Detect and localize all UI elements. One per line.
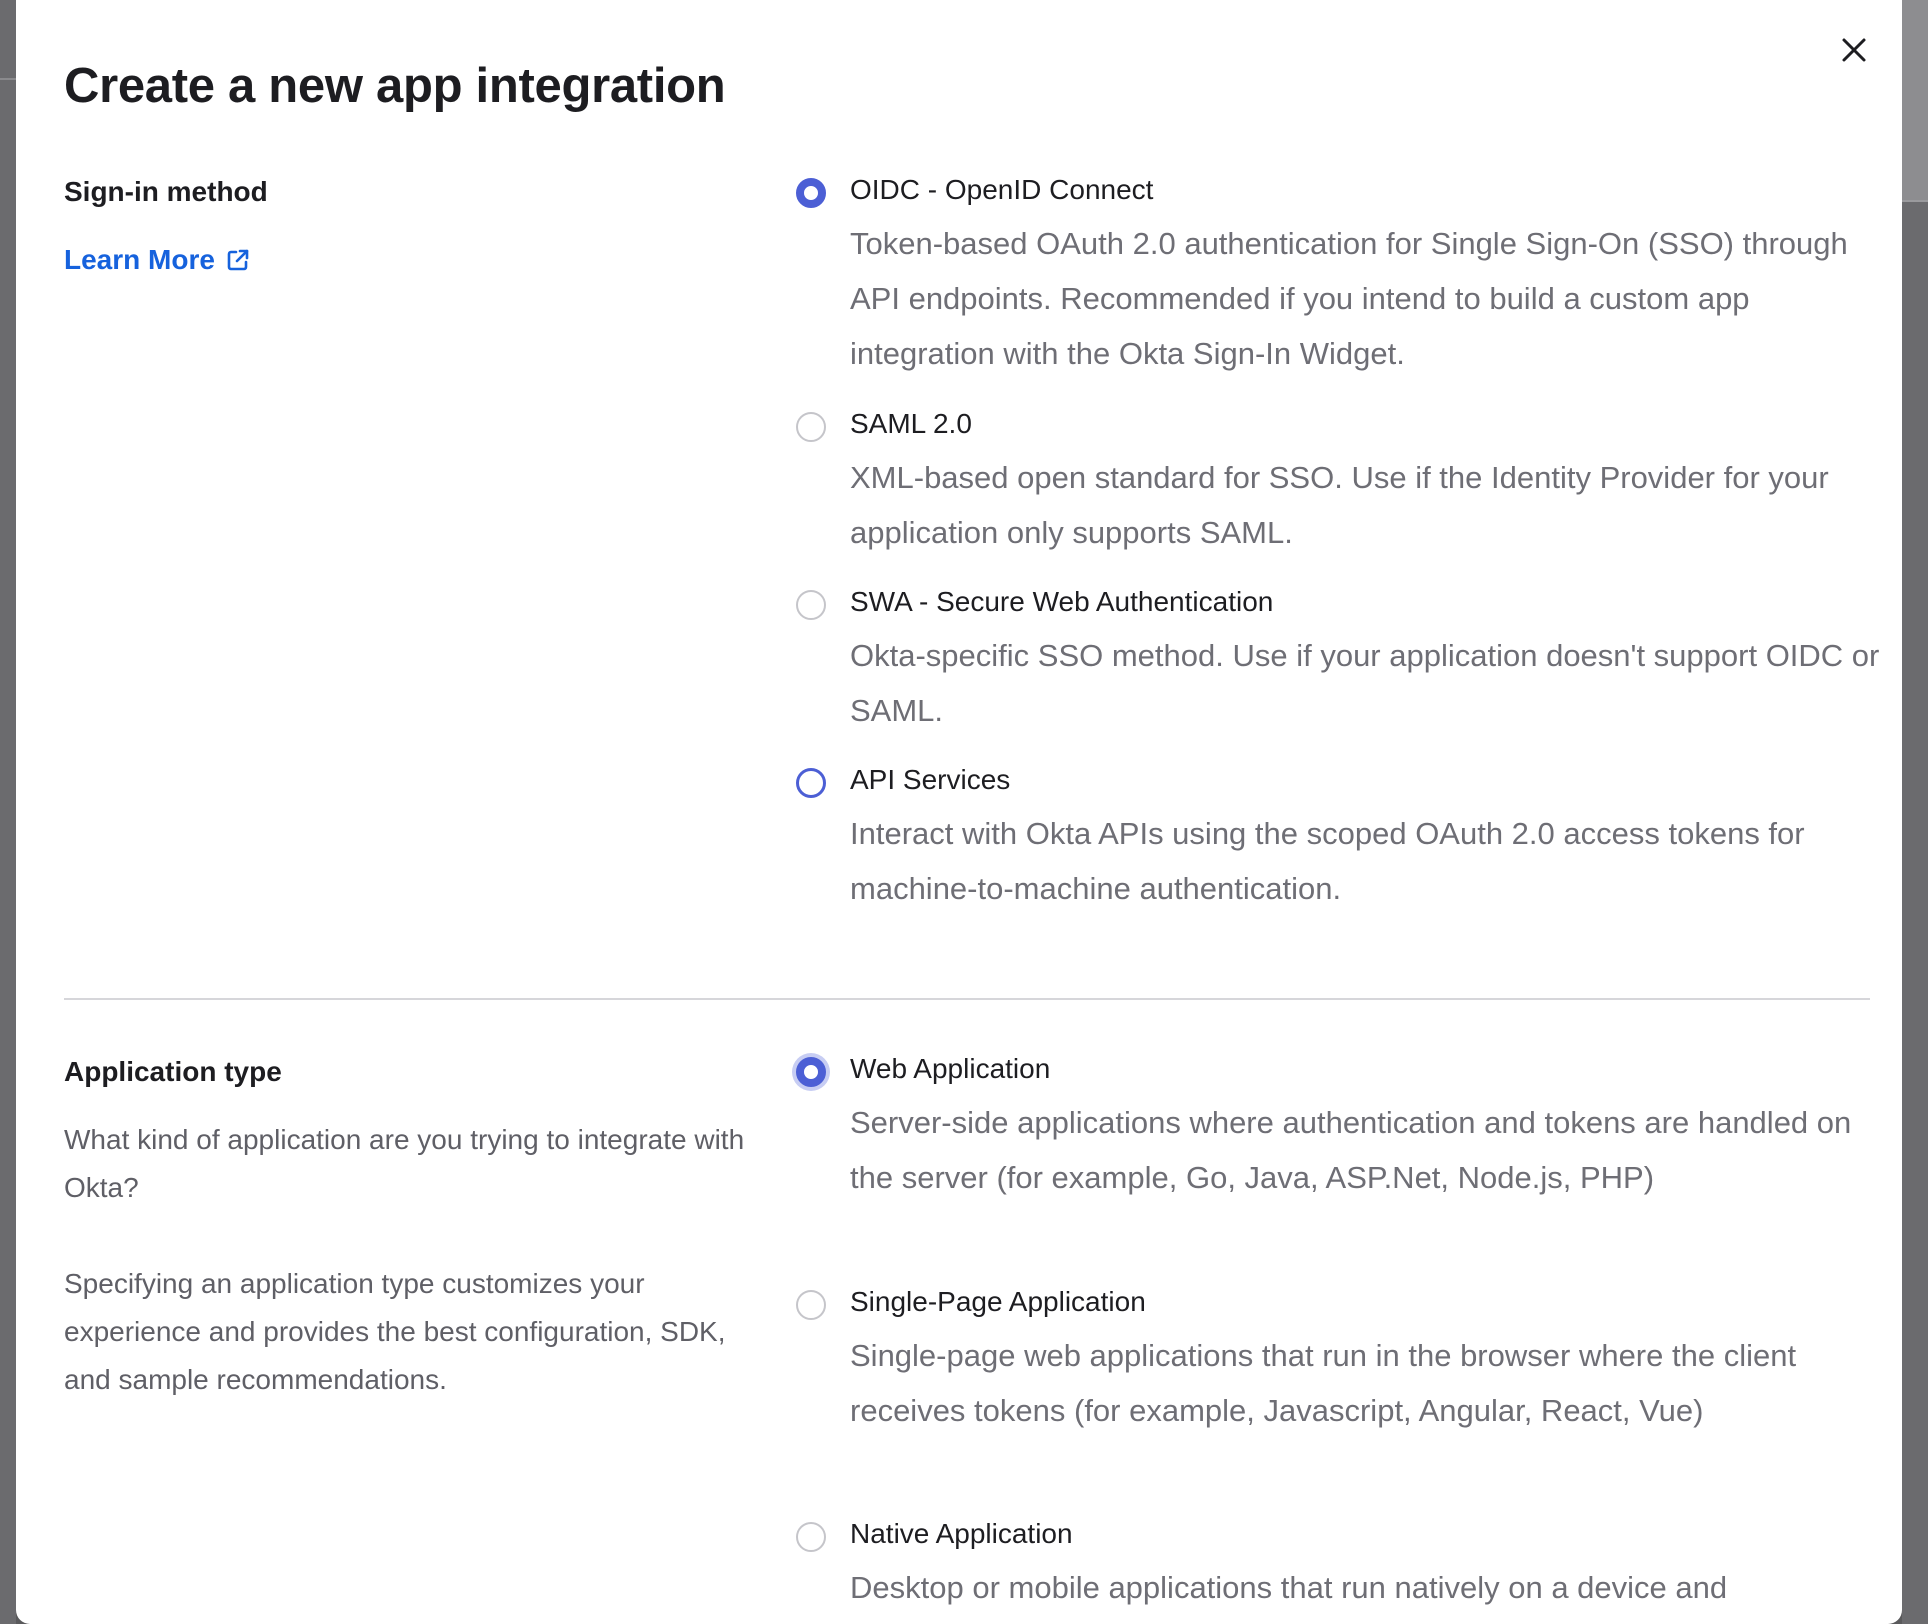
radio-saml[interactable] bbox=[796, 412, 826, 442]
radio-single-page-application[interactable] bbox=[796, 1290, 826, 1320]
background-divider bbox=[0, 78, 16, 80]
option-description: Interact with Okta APIs using the scoped OAuth 2.0 access tokens for machine-to-machine authentication. bbox=[850, 816, 1805, 906]
radio-swa[interactable] bbox=[796, 590, 826, 620]
option-description: XML-based open standard for SSO. Use if the Identity Provider for your application only supports SAML. bbox=[850, 460, 1829, 550]
learn-more-label: Learn More bbox=[64, 244, 215, 275]
close-button[interactable] bbox=[1832, 28, 1876, 72]
radio-native-application[interactable] bbox=[796, 1522, 826, 1552]
application-type-help-detail: Specifying an application type customizes your experience and provides the best configuration, SDK, and sample recommendations. bbox=[64, 1268, 726, 1395]
option-description: Desktop or mobile applications that run natively on a device and bbox=[850, 1570, 1728, 1605]
radio-oidc[interactable] bbox=[796, 178, 826, 208]
option-label: API Services bbox=[850, 764, 1011, 795]
radio-web-application[interactable] bbox=[796, 1057, 826, 1087]
option-description: Single-page web applications that run in the browser where the client receives tokens (for example, Javascript, Angular, React, Vue) bbox=[850, 1338, 1797, 1428]
sign-in-method-label: Sign-in method bbox=[64, 176, 268, 207]
option-label: Web Application bbox=[850, 1053, 1051, 1084]
close-icon bbox=[1841, 37, 1867, 63]
application-type-label: Application type bbox=[64, 1056, 282, 1087]
background-page-left bbox=[0, 0, 16, 1624]
external-link-icon bbox=[225, 247, 251, 273]
application-type-help: What kind of application are you trying to integrate with Okta? bbox=[64, 1124, 745, 1203]
create-app-integration-modal bbox=[16, 0, 1902, 1624]
option-label: SAML 2.0 bbox=[850, 408, 972, 439]
radio-api-services[interactable] bbox=[796, 768, 826, 798]
section-divider bbox=[64, 998, 1870, 1000]
option-description: Okta-specific SSO method. Use if your application doesn't support OIDC or SAML. bbox=[850, 638, 1880, 728]
option-label: Native Application bbox=[850, 1518, 1073, 1549]
modal-title: Create a new app integration bbox=[64, 59, 726, 113]
option-label: OIDC - OpenID Connect bbox=[850, 174, 1154, 205]
option-label: SWA - Secure Web Authentication bbox=[850, 586, 1274, 617]
option-description: Server-side applications where authentication and tokens are handled on the server (for example, Go, Java, ASP.Net, Node.js, PHP) bbox=[850, 1105, 1852, 1195]
background-divider bbox=[1902, 200, 1928, 202]
option-description: Token-based OAuth 2.0 authentication for Single Sign-On (SSO) through API endpoints. Recommended if you intend to build a custom app integration with the Okta Sign-In Widget. bbox=[850, 226, 1848, 371]
option-label: Single-Page Application bbox=[850, 1286, 1146, 1317]
learn-more-link[interactable] bbox=[64, 244, 251, 276]
background-page-right bbox=[1902, 0, 1928, 1624]
background-header-right bbox=[1902, 0, 1928, 200]
